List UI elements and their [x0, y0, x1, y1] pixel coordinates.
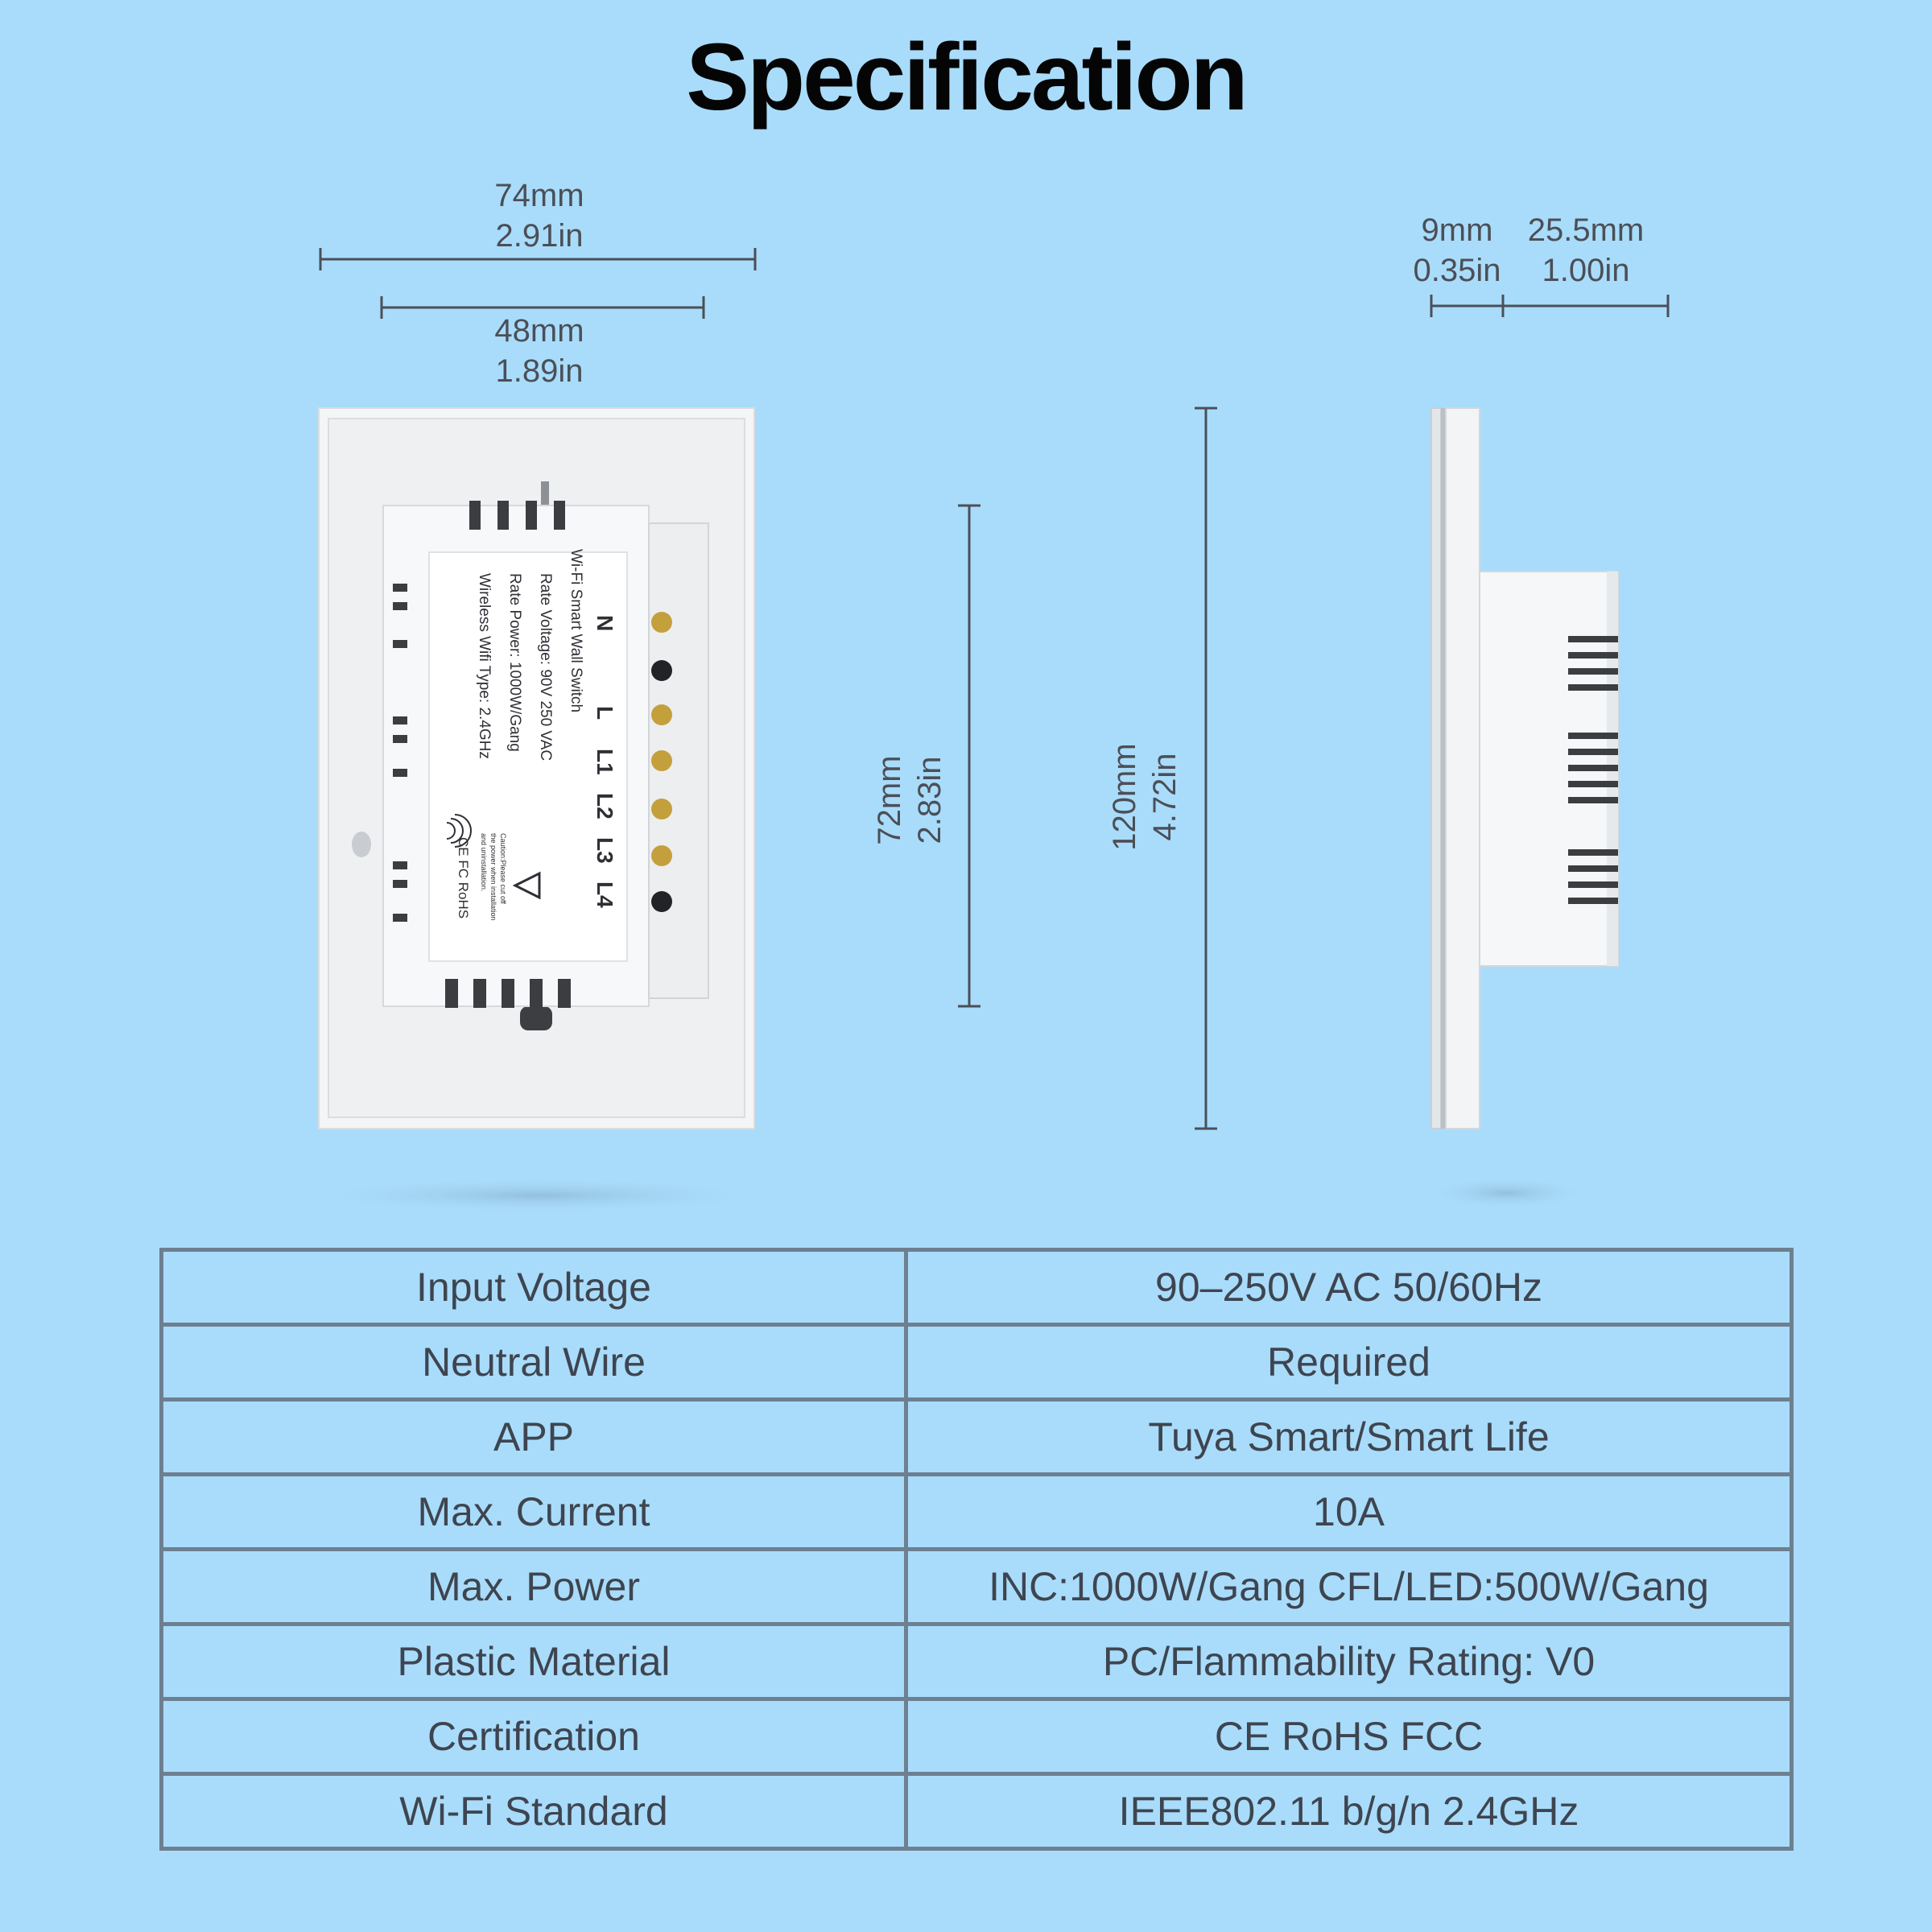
dim-panel-height-mm: 120mm	[1107, 743, 1142, 851]
spec-value: Required	[906, 1325, 1792, 1400]
terminal-label-l2: L2	[592, 793, 617, 819]
spec-key: Wi-Fi Standard	[162, 1774, 906, 1849]
dim-panel-depth-mm: 9mm	[1421, 213, 1493, 248]
table-row	[162, 1774, 1792, 1849]
cert-marks: CE FC RoHS	[456, 837, 471, 919]
table-row	[162, 1325, 1792, 1400]
dim-module-depth-mm: 25.5mm	[1527, 213, 1645, 248]
dim-front-outer-width-mm: 74mm	[494, 178, 584, 213]
spec-value: 10A	[906, 1475, 1792, 1550]
table-row	[162, 1475, 1792, 1550]
terminal-label-n: N	[592, 615, 617, 632]
page-title: Specification	[686, 24, 1246, 130]
spec-table	[159, 1248, 1794, 1851]
spec-value: PC/Flammability Rating: V0	[906, 1624, 1792, 1699]
terminal-label-l1: L1	[592, 749, 617, 775]
table-row	[162, 1699, 1792, 1774]
dim-front-inner-width-in: 1.89in	[495, 353, 584, 389]
dim-panel-depth-in: 0.35in	[1413, 253, 1501, 288]
spec-key: Input Voltage	[162, 1250, 906, 1325]
spec-key: Certification	[162, 1699, 906, 1774]
screw-hole-left	[352, 832, 371, 857]
label-line-3: Rate Power: 1000W/Gang	[506, 573, 523, 752]
spec-key: Plastic Material	[162, 1624, 906, 1699]
caution-line-3: and uninstallation.	[480, 833, 488, 892]
table-row	[162, 1400, 1792, 1475]
label-line-4: Wireless Wifi Type: 2.4GHz	[476, 573, 493, 759]
dim-module-height-in: 2.83in	[912, 756, 947, 844]
dim-panel-height-in: 4.72in	[1147, 753, 1183, 841]
label-line-2: Rate Voltage: 90V 250 VAC	[537, 573, 554, 762]
spec-key: Max. Current	[162, 1475, 906, 1550]
spec-key: Max. Power	[162, 1550, 906, 1624]
terminal-label-l4: L4	[592, 881, 617, 908]
spec-value: IEEE802.11 b/g/n 2.4GHz	[906, 1774, 1792, 1849]
spec-value: CE RoHS FCC	[906, 1699, 1792, 1774]
dim-front-inner-width-mm: 48mm	[494, 313, 584, 349]
dim-module-height-mm: 72mm	[872, 755, 907, 845]
table-row	[162, 1624, 1792, 1699]
spec-value: 90–250V AC 50/60Hz	[906, 1250, 1792, 1325]
table-row	[162, 1250, 1792, 1325]
label-line-1: Wi-Fi Smart Wall Switch	[568, 549, 584, 713]
caution-line-2: the power when installation	[489, 833, 497, 921]
spec-key: Neutral Wire	[162, 1325, 906, 1400]
side-shadow	[1426, 1177, 1587, 1209]
table-row	[162, 1550, 1792, 1624]
spec-key: APP	[162, 1400, 906, 1475]
dim-front-outer-width-in: 2.91in	[495, 218, 584, 254]
dim-module-depth-in: 1.00in	[1542, 253, 1630, 288]
terminal-label-l3: L3	[592, 837, 617, 864]
caution-line-1: Caution:Please cut off	[499, 833, 507, 904]
front-shadow	[304, 1178, 771, 1213]
spec-value: Tuya Smart/Smart Life	[906, 1400, 1792, 1475]
terminal-label-l: L	[592, 706, 617, 720]
side-view	[1431, 408, 1618, 1129]
spec-value: INC:1000W/Gang CFL/LED:500W/Gang	[906, 1550, 1792, 1624]
